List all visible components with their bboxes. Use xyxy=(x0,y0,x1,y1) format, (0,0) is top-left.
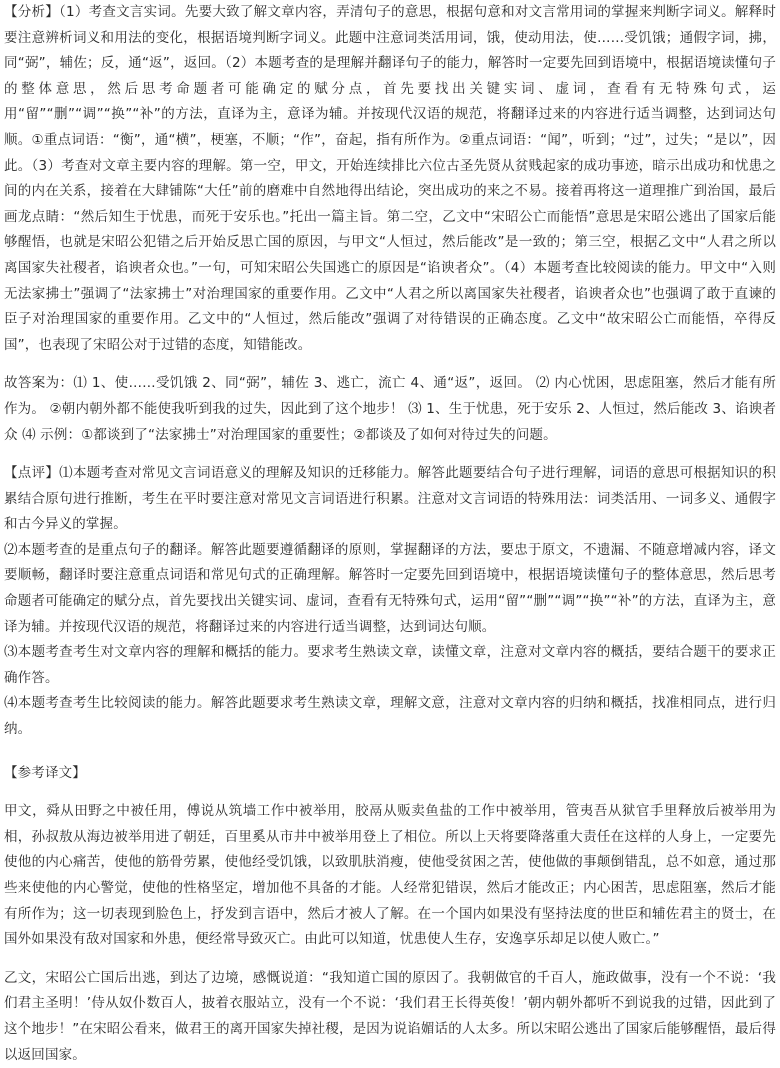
analysis-text: （1）考查文言实词。先要大致了解文章内容，弄清句子的意思，根据句意和对文言常用词的掌握来判断字词义。解释时要注意辨析词义和用法的变化，根据语境判断字词义。此题中注意词类活用词，饿，使动用法，使……受饥饿；通假字词，拂，同“弼”，辅佐；反，通“返”，返回。（2）本题考查的是理解并翻译句子的能力，解答时一定要先回到语境中，根据语境读懂句子的整体意思，然后思考命题者可能确定的赋分点，首先要找出关键实词、虚词，查看有无特殊句式，运用“留”“删”“调”“换”“补”的方法，直译为主，意译为辅。并按现代汉语的规范，将翻译过来的内容进行适当调整，达到词达句顺。①重点词语：“衡”，通“横”，梗塞，不顺；“作”，奋起，指有所作为。②重点词语：“闻”，听到；“过”，过失；“是以”，因此。（3）考查对文章主要内容的理解。第一空，甲文，开始连续排比六位古圣先贤从贫贱起家的成功事迹，暗示出成功和忧患之间的内在关系，接着在大肆铺陈“大任”前的磨难中自然地得出结论，突出成功的来之不易。接着再将这一道理推广到治国，最后画龙点睛：“然后知生于忧患，而死于安乐也。”托出一篇主旨。第二空，乙文中“宋昭公亡而能悟”意思是宋昭公逃出了国家后能够醒悟，也就是宋昭公犯错之后开始反思亡国的原因，与甲文“人恒过，然后能改”是一致的；第三空，根据乙文中“人君之所以离国家失社稷者，谄谀者众也。”一句，可知宋昭公失国逃亡的原因是“谄谀者众”。（4）本题考查比较阅读的能力。甲文中“入则无法家拂士”强调了“法家拂士”对治理国家的重要作用。乙文中“人君之所以离国家失社稷者，谄谀者众也”也强调了敢于直谏的臣子对治理国家的重要作用。乙文中的“人恒过，然后能改”强调了对待错误的正确态度。乙文中“故宋昭公亡而能悟，卒得反国”，也表现了宋昭公对于过错的态度，知错能改。 xyxy=(4,4,776,353)
answer-text: 故答案为：⑴ 1、使……受饥饿 2、同“弼”，辅佐 3、逃亡，流亡 4、通“返”，返回。 ⑵ 内心忧困，思虑阻塞，然后才能有所作为。 ②朝内朝外都不能使我听到我的过失，因此到了这个地步！ ⑶ 1、生于忧患，死于安乐 2、人恒过，然后能改 3、谄谀者众 ⑷ 示例：①都谈到了“法家拂士”对治理国家的重要性；②都谈及了如何对待过失的问题。 xyxy=(4,375,776,443)
analysis-label: 【分析】 xyxy=(4,4,59,20)
comment-label: 【点评】 xyxy=(4,465,60,482)
comment-item-2: ⑵本题考查的是重点句子的翻译。解答此题要遵循翻译的原则，掌握翻译的方法，要忠于原文，不遗漏、不随意增减内容，译文要顺畅，翻译时要注意重点词语和常见句式的正确理解。解答时一定要先回到语境中，根据语境读懂句子的整体意思，然后思考命题者可能确定的赋分点，首先要找出关键实词、虚词，查看有无特殊句式，运用“留”“删”“调”“换”“补”的方法，直译为主，意译为辅。并按现代汉语的规范，将翻译过来的内容进行适当调整，达到词达句顺。 xyxy=(4,541,776,635)
answer-paragraph xyxy=(4,371,776,448)
comment-item-1: ⑴本题考查对常见文言词语意义的理解及知识的迁移能力。解答此题要结合句子进行理解，词语的意思可根据知识的积累结合原句进行推断，考生在平时要注意对常见文言词语进行积累。注意对文言词语的特殊用法：词类活用、一词多义、通假字和古今异义的掌握。 xyxy=(4,465,776,533)
comment-item-3: ⑶本题考查考生对文章内容的理解和概括的能力。要求考生熟读文章，读懂文章，注意对文章内容的概括，要结合题干的要求正确作答。 xyxy=(4,644,776,686)
comment-item-4: ⑷本题考查考生比较阅读的能力。解答此题要求考生熟读文章，理解文意，注意对文章内容的归纳和概括，找准相同点，进行归纳。 xyxy=(4,695,776,738)
translation-label: 【参考译文】 xyxy=(4,764,86,781)
analysis-paragraph xyxy=(4,0,776,358)
translation-jia: 甲文，舜从田野之中被任用，傅说从筑墙工作中被举用，胶鬲从贩卖鱼盐的工作中被举用，管夷吾从狱官手里释放后被举用为相，孙叔敖从海边被举用进了朝廷，百里奚从市井中被举用登上了相位。所以上天将要降落重大责任在这样的人身上，一定要先使他的内心痛苦，使他的筋骨劳累，使他经受饥饿，以致肌肤消瘦，使他受贫困之苦，使他做的事颠倒错乱，总不如意，通过那些来使他的内心警觉，使他的性格坚定，增加他不具备的才能。人经常犯错误，然后才能改正；内心困苦，思虑阻塞，然后才能有所作为；这一切表现到脸色上，抒发到言语中，然后才被人了解。在一个国内如果没有坚持法度的世臣和辅佐君主的贤士，在国外如果没有敌对国家和外患，便经常导致灭亡。由此可以知道，忧患使人生存，安逸享乐却足以使人败亡。” xyxy=(4,803,776,948)
comment-paragraph xyxy=(4,461,776,538)
translation-yi: 乙文，宋昭公亡国后出逃，到达了边境，感慨说道：“我知道亡国的原因了。我朝做官的千百人，施政做事，没有一个不说：‘我们君主圣明！’侍从奴仆数百人，披着衣服站立，没有一个不说：‘我们君王长得英俊！’朝内朝外都听不到说我的过错，因此到了这个地步！”在宋昭公看来，做君王的离开国家失掉社稷，是因为说谄媚话的人太多。所以宋昭公逃出了国家后能够醒悟，最后得以返回国家。 xyxy=(4,969,776,1063)
